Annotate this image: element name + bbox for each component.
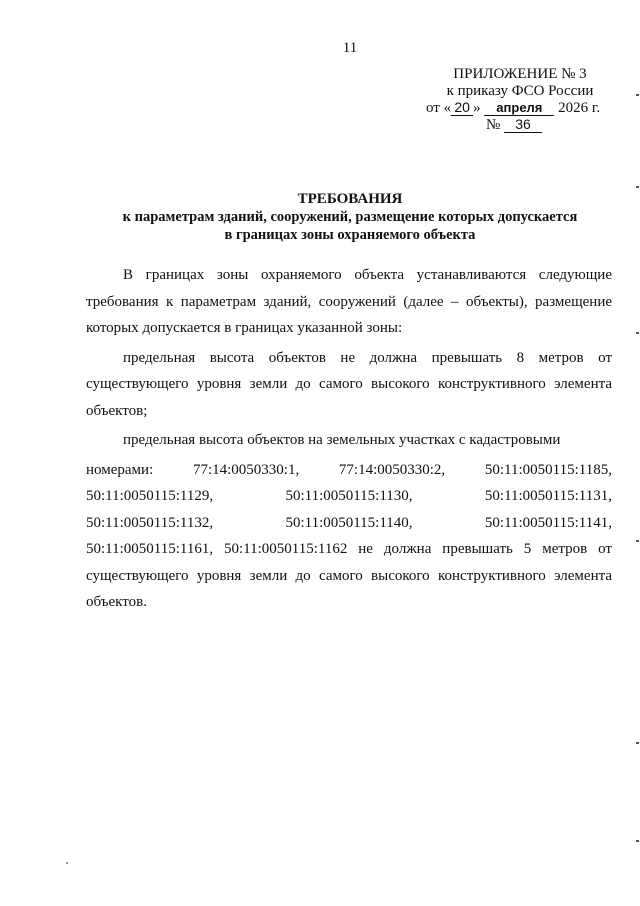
appendix-order-ref: к приказу ФСО России	[446, 83, 594, 99]
number-prefix: №	[486, 117, 501, 133]
cadastral-number-list	[86, 483, 612, 510]
date-year: 2026 г.	[558, 100, 601, 116]
document-body	[86, 262, 612, 616]
date-day: 20	[451, 100, 473, 116]
appendix-header	[420, 66, 620, 134]
cadastral-number: 50:11:0050115:1141,	[484, 514, 612, 531]
requirements-subtitle-line1: к параметрам зданий, сооружений, размещение которых допускается	[122, 209, 578, 225]
scan-speck	[66, 862, 68, 864]
cadastral-number-list	[86, 510, 612, 537]
requirements-subtitle-line2: в границах зоны охраняемого объекта	[224, 227, 476, 243]
paragraph-height-5m-tail: 50:11:0050115:1161, 50:11:0050115:1162 не должна превышать 5 метров от существующего уровня земли до самого высокого конструктивного элемента объектов.	[86, 541, 612, 610]
page-number: 11	[342, 40, 358, 56]
date-prefix: от «	[426, 100, 452, 116]
appendix-date	[420, 100, 620, 117]
cadastral-number: 77:14:0050330:1,	[192, 461, 300, 478]
paragraph-height-5m-intro: предельная высота объектов на земельных участках с кадастровыми	[123, 432, 561, 448]
scan-mark	[636, 540, 639, 542]
cadastral-number: 50:11:0050115:1131,	[484, 488, 612, 504]
scan-mark	[636, 186, 639, 188]
order-number: 36	[504, 117, 542, 133]
scan-mark	[636, 742, 639, 744]
date-mid: »	[473, 100, 481, 116]
appendix-number	[420, 117, 620, 134]
scan-mark	[636, 332, 639, 334]
appendix-title: ПРИЛОЖЕНИЕ № 3	[453, 66, 587, 82]
cadastral-number: 50:11:0050115:1140,	[285, 514, 413, 531]
cadastral-number: 77:14:0050330:2,	[338, 461, 446, 478]
date-month: апреля	[484, 100, 554, 116]
scan-mark	[636, 840, 639, 842]
scan-mark	[636, 94, 639, 96]
cadastral-number: 50:11:0050115:1185,	[484, 461, 612, 478]
cadastral-number: 50:11:0050115:1132,	[86, 514, 214, 531]
requirements-heading	[86, 190, 614, 244]
cadastral-number: 50:11:0050115:1130,	[285, 488, 413, 504]
cadastral-number-list	[86, 457, 612, 484]
requirements-title: ТРЕБОВАНИЯ	[297, 191, 403, 207]
cadastral-label: номерами:	[86, 461, 154, 478]
paragraph-intro: В границах зоны охраняемого объекта устанавливаются следующие требования к параметрам зданий, сооружений (далее – объекты), размещение которых допускается в границах указанной зоны:	[86, 267, 612, 336]
paragraph-height-8m: предельная высота объектов не должна превышать 8 метров от существующего уровня земли до самого высокого конструктивного элемента объектов;	[86, 349, 612, 419]
cadastral-number: 50:11:0050115:1129,	[86, 488, 214, 504]
